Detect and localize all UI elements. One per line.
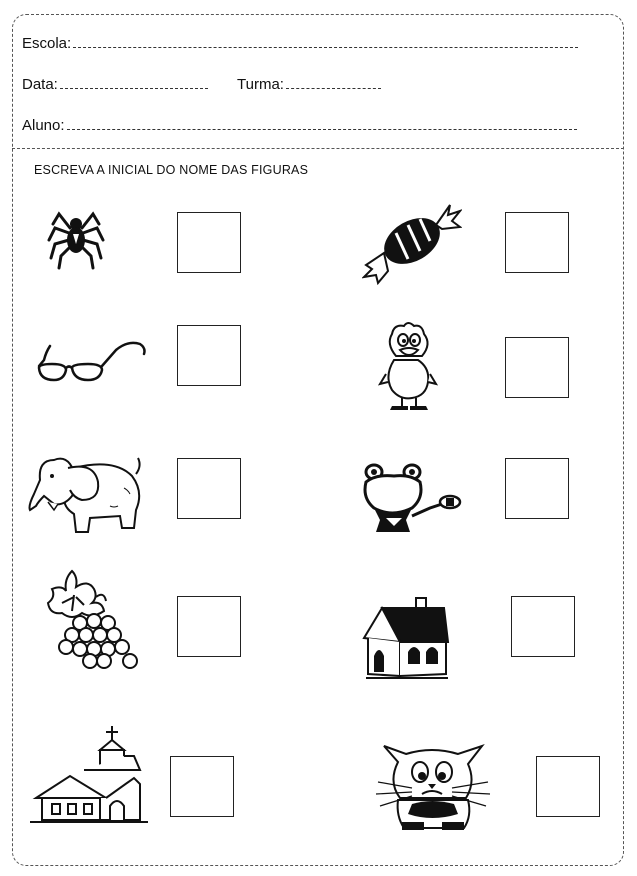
answer-box-spider[interactable] (177, 212, 241, 273)
class-input-line[interactable] (286, 88, 381, 89)
grapes-icon (42, 567, 142, 675)
answer-box-elephant[interactable] (177, 458, 241, 519)
answer-box-grapes[interactable] (177, 596, 241, 657)
school-field (22, 32, 578, 52)
candy-icon (362, 195, 462, 285)
answer-box-church[interactable] (170, 756, 234, 817)
answer-box-candy[interactable] (505, 212, 569, 273)
class-field (237, 73, 381, 93)
date-input-line[interactable] (60, 88, 208, 89)
header-divider (12, 148, 624, 149)
answer-box-glasses[interactable] (177, 325, 241, 386)
spider-icon (45, 200, 107, 270)
answer-box-frog[interactable] (505, 458, 569, 519)
student-field (22, 114, 577, 134)
answer-box-house[interactable] (511, 596, 575, 657)
class-label: Turma: (237, 76, 284, 93)
glasses-icon (36, 338, 148, 386)
church-icon (30, 726, 148, 824)
elephant-icon (24, 448, 146, 538)
answer-box-cat[interactable] (536, 756, 600, 817)
answer-box-duck[interactable] (505, 337, 569, 398)
school-input-line[interactable] (73, 47, 578, 48)
date-label: Data: (22, 76, 58, 93)
house-icon (360, 594, 452, 682)
cat-icon (372, 742, 494, 834)
instruction-text: ESCREVA A INICIAL DO NOME DAS FIGURAS (34, 163, 309, 177)
date-field (22, 73, 208, 93)
school-label: Escola: (22, 35, 72, 52)
duck-icon (378, 320, 440, 412)
student-label: Aluno: (22, 117, 65, 134)
frog-icon (360, 462, 466, 534)
student-input-line[interactable] (67, 129, 577, 130)
